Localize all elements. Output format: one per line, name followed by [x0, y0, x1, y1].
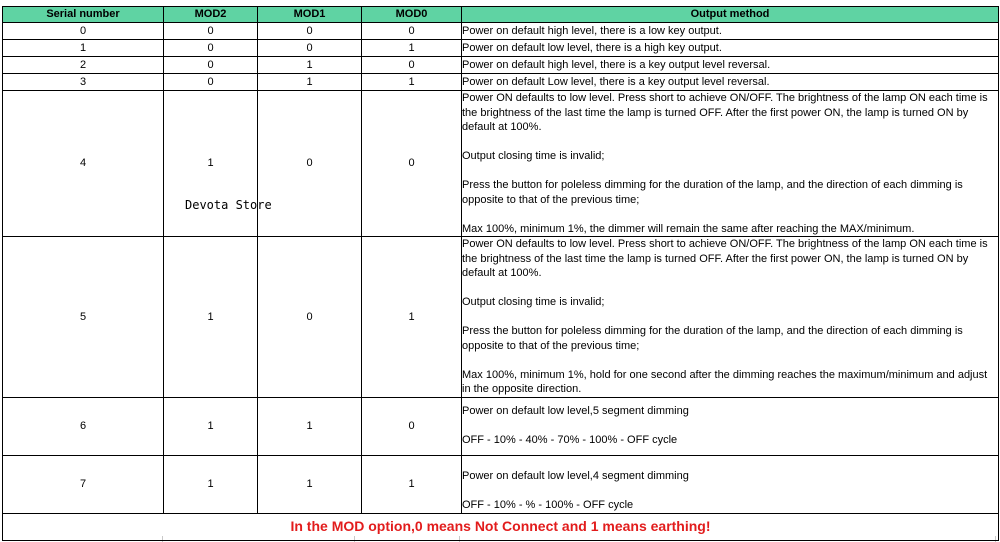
serial-cell: 5: [3, 237, 164, 398]
output-text: Max 100%, minimum 1%, hold for one second after the dimming reaches the maximum/minimum and adjust in the opposite direction.: [462, 368, 988, 395]
table-row: [3, 74, 999, 91]
mod0-cell: 1: [362, 455, 462, 513]
mod0-cell: 0: [362, 91, 462, 237]
header-row: [3, 7, 999, 23]
mod1-cell: 1: [258, 455, 362, 513]
mod2-cell: 1: [164, 91, 258, 237]
header-output-method: Output method: [462, 7, 999, 23]
output-text: Power on default low level, there is a high key output.: [462, 41, 722, 54]
serial-cell: 3: [3, 74, 164, 91]
output-text: Power on default high level, there is a key output level reversal.: [462, 58, 771, 71]
output-text: Output closing time is invalid;: [462, 296, 605, 308]
mod0-cell: 1: [362, 74, 462, 91]
table-row: [3, 57, 999, 74]
mod1-cell: 0: [258, 40, 362, 57]
serial-cell: 2: [3, 57, 164, 74]
mod2-cell: 0: [164, 57, 258, 74]
table-row: [3, 40, 999, 57]
mod0-cell: 0: [362, 57, 462, 74]
serial-cell: 4: [3, 91, 164, 237]
mod1-cell: 0: [258, 23, 362, 40]
table-row: [3, 397, 999, 455]
output-text: Power ON defaults to low level. Press short to achieve ON/OFF. The brightness of the lamp ON each time is the brightness of the last time the lamp is turned OFF. After the first power ON, the lamp is turned ON by default at 100%.: [462, 238, 988, 279]
output-cell: [462, 40, 999, 57]
table-row: [3, 91, 999, 237]
output-cell: [462, 23, 999, 40]
header-mod1: MOD1: [258, 7, 362, 23]
output-text: OFF - 10% - 40% - 70% - 100% - OFF cycle: [462, 434, 678, 447]
serial-cell: 1: [3, 40, 164, 57]
table-row: [3, 23, 999, 40]
output-text: Press the button for poleless dimming for the duration of the lamp, and the direction of each dimming is opposite to that of the previous time;: [462, 179, 963, 206]
table-row: [3, 237, 999, 398]
output-text: Power on default Low level, there is a key output level reversal.: [462, 75, 770, 88]
mod2-cell: 1: [164, 237, 258, 398]
mod1-cell: 1: [258, 74, 362, 91]
output-text: Power on default low level,5 segment dimming: [462, 405, 689, 418]
output-text: OFF - 10% - % - 100% - OFF cycle: [462, 498, 634, 511]
serial-cell: 6: [3, 397, 164, 455]
header-mod2: MOD2: [164, 7, 258, 23]
mode-table: [2, 6, 999, 541]
mod2-cell: 0: [164, 40, 258, 57]
header-mod0: MOD0: [362, 7, 462, 23]
output-text: Max 100%, minimum 1%, the dimmer will remain the same after reaching the MAX/minimum.: [462, 222, 915, 235]
header-serial-number: Serial number: [3, 7, 164, 23]
mod1-cell: 0: [258, 237, 362, 398]
mod2-cell: 1: [164, 397, 258, 455]
watermark-text: Devota Store: [185, 198, 272, 212]
output-text: Power on default low level,4 segment dimming: [462, 469, 689, 482]
output-cell: [462, 455, 999, 513]
output-text: Output closing time is invalid;: [462, 150, 605, 162]
mod2-cell: 0: [164, 74, 258, 91]
mod2-cell: 1: [164, 455, 258, 513]
mod1-cell: 1: [258, 57, 362, 74]
output-cell: [462, 91, 999, 237]
footer-row: [3, 513, 999, 540]
mod1-cell: 0: [258, 91, 362, 237]
mod1-cell: 1: [258, 397, 362, 455]
serial-cell: 0: [3, 23, 164, 40]
output-text: Press the button for poleless dimming for the duration of the lamp, and the direction of each dimming is opposite to that of the previous time;: [462, 325, 963, 352]
mod0-cell: 0: [362, 397, 462, 455]
table-row: [3, 455, 999, 513]
output-text: Power on default high level, there is a low key output.: [462, 24, 722, 37]
footer-note: In the MOD option,0 means Not Connect and 1 means earthing!: [3, 513, 999, 540]
output-text: Power ON defaults to low level. Press short to achieve ON/OFF. The brightness of the lamp ON each time is the brightness of the last time the lamp is turned OFF. After the first power ON, the lamp is turned ON by default at 100%.: [462, 92, 988, 133]
output-cell: [462, 74, 999, 91]
output-cell: [462, 397, 999, 455]
mod2-cell: 0: [164, 23, 258, 40]
mod0-cell: 1: [362, 237, 462, 398]
mod0-cell: 1: [362, 40, 462, 57]
serial-cell: 7: [3, 455, 164, 513]
output-cell: [462, 237, 999, 398]
output-cell: [462, 57, 999, 74]
mod0-cell: 0: [362, 23, 462, 40]
